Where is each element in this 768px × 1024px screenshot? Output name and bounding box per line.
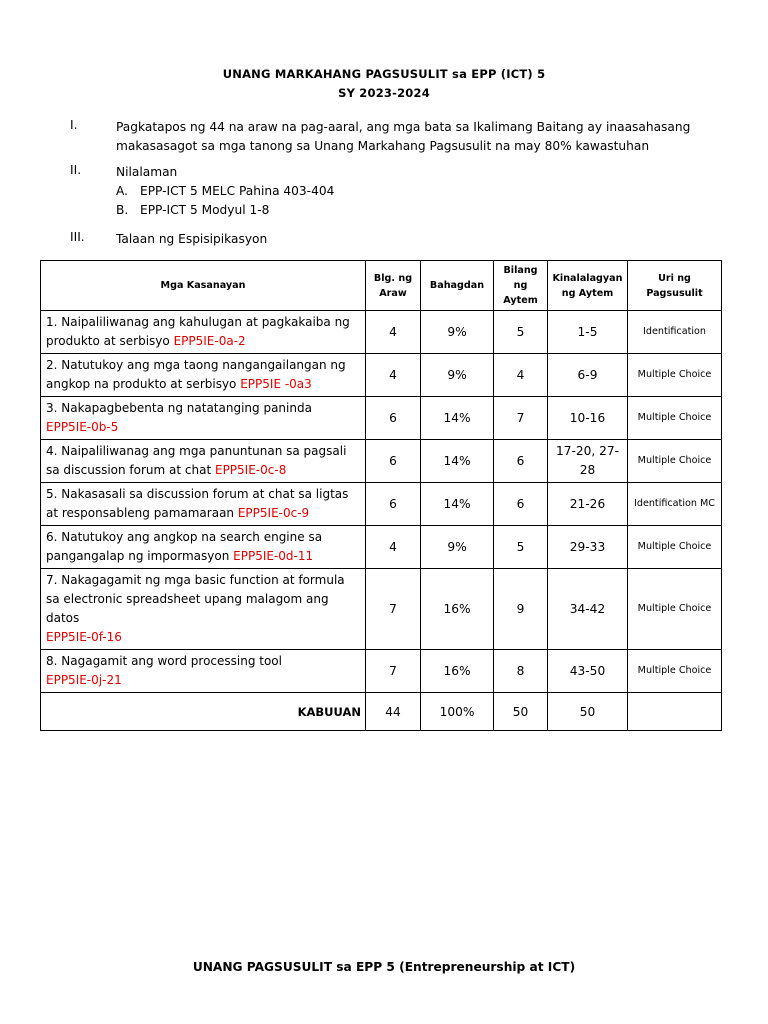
school-year: SY 2023-2024 bbox=[338, 86, 430, 100]
type-cell: Multiple Choice bbox=[628, 440, 722, 483]
items-cell: 7 bbox=[494, 397, 548, 440]
total-days: 44 bbox=[366, 693, 421, 731]
days-cell: 6 bbox=[366, 440, 421, 483]
table-row bbox=[41, 311, 722, 354]
item-text: EPP-ICT 5 MELC Pahina 403-404 bbox=[140, 184, 335, 198]
total-percent: 100% bbox=[421, 693, 494, 731]
table-row bbox=[41, 397, 722, 440]
competency-cell: 5. Nakasasali sa discussion forum at chat sa ligtas at responsableng pamamaraan EPP5IE-0c-9 bbox=[41, 483, 366, 526]
table-row bbox=[41, 569, 722, 650]
section-number: I. bbox=[70, 118, 78, 132]
percent-cell: 9% bbox=[421, 354, 494, 397]
item-letter: B. bbox=[116, 203, 129, 217]
table-row bbox=[41, 440, 722, 483]
items-cell: 8 bbox=[494, 650, 548, 693]
placement-cell: 1-5 bbox=[548, 311, 628, 354]
items-cell: 9 bbox=[494, 569, 548, 650]
placement-cell: 21-26 bbox=[548, 483, 628, 526]
items-cell: 5 bbox=[494, 311, 548, 354]
competency-code: EPP5IE-0f-16 bbox=[46, 630, 122, 644]
competency-code: EPP5IE-0a-2 bbox=[173, 334, 246, 348]
placement-cell: 17-20, 27-28 bbox=[548, 440, 628, 483]
placement-cell: 10-16 bbox=[548, 397, 628, 440]
competency-cell: 2. Natutukoy ang mga taong nangangailangan ng angkop na produkto at serbisyo EPP5IE -0a3 bbox=[41, 354, 366, 397]
total-row bbox=[41, 693, 722, 731]
table-header-row bbox=[41, 261, 722, 311]
specification-table bbox=[40, 260, 722, 731]
days-cell: 7 bbox=[366, 650, 421, 693]
table-row bbox=[41, 483, 722, 526]
table-row bbox=[41, 526, 722, 569]
percent-cell: 14% bbox=[421, 397, 494, 440]
document-title: UNANG MARKAHANG PAGSUSULIT sa EPP (ICT) 5 bbox=[222, 67, 546, 81]
header-items: Bilang ng Aytem bbox=[494, 261, 548, 311]
type-cell: Multiple Choice bbox=[628, 526, 722, 569]
total-label: KABUUAN bbox=[41, 693, 366, 731]
competency-code: EPP5IE-0c-8 bbox=[214, 463, 287, 477]
items-cell: 5 bbox=[494, 526, 548, 569]
days-cell: 4 bbox=[366, 354, 421, 397]
percent-cell: 9% bbox=[421, 526, 494, 569]
type-cell: Identification bbox=[628, 311, 722, 354]
competency-cell: 3. Nakapagbebenta ng natatanging paninda EPP5IE-0b-5 bbox=[41, 397, 366, 440]
items-cell: 4 bbox=[494, 354, 548, 397]
competency-code: EPP5IE-0j-21 bbox=[46, 673, 122, 687]
objective-text: Pagkatapos ng 44 na araw na pag-aaral, ang mga bata sa Ikalimang Baitang ay inaasahasang makasasagot sa mga tanong sa Unang Markahang Pagsusulit na may 80% kawastuhan bbox=[116, 120, 691, 153]
competency-code: EPP5IE-0b-5 bbox=[46, 420, 119, 434]
table-heading-label: Talaan ng Espisipikasyon bbox=[116, 232, 268, 246]
content-item bbox=[116, 201, 706, 220]
placement-cell: 34-42 bbox=[548, 569, 628, 650]
header-competency: Mga Kasanayan bbox=[41, 261, 366, 311]
total-items: 50 bbox=[494, 693, 548, 731]
item-letter: A. bbox=[116, 184, 128, 198]
header-days: Blg. ng Araw bbox=[366, 261, 421, 311]
competency-cell: 6. Natutukoy ang angkop na search engine sa pangangalap ng impormasyon EPP5IE-0d-11 bbox=[41, 526, 366, 569]
competency-cell: 4. Naipaliliwanag ang mga panuntunan sa pagsali sa discussion forum at chat EPP5IE-0c-8 bbox=[41, 440, 366, 483]
header-placement: Kinalalagyan ng Aytem bbox=[548, 261, 628, 311]
table-row bbox=[41, 650, 722, 693]
type-cell: Identification MC bbox=[628, 483, 722, 526]
days-cell: 7 bbox=[366, 569, 421, 650]
item-text: EPP-ICT 5 Modyul 1-8 bbox=[140, 203, 270, 217]
type-cell: Multiple Choice bbox=[628, 650, 722, 693]
percent-cell: 14% bbox=[421, 483, 494, 526]
type-cell: Multiple Choice bbox=[628, 354, 722, 397]
placement-cell: 29-33 bbox=[548, 526, 628, 569]
days-cell: 4 bbox=[366, 526, 421, 569]
content-item bbox=[116, 182, 706, 201]
competency-code: EPP5IE-0c-9 bbox=[237, 506, 310, 520]
type-cell: Multiple Choice bbox=[628, 397, 722, 440]
header-percent: Bahagdan bbox=[421, 261, 494, 311]
percent-cell: 16% bbox=[421, 569, 494, 650]
placement-cell: 6-9 bbox=[548, 354, 628, 397]
type-cell: Multiple Choice bbox=[628, 569, 722, 650]
placement-cell: 43-50 bbox=[548, 650, 628, 693]
percent-cell: 16% bbox=[421, 650, 494, 693]
percent-cell: 14% bbox=[421, 440, 494, 483]
days-cell: 6 bbox=[366, 397, 421, 440]
competency-cell: 8. Nagagamit ang word processing tool EPP5IE-0j-21 bbox=[41, 650, 366, 693]
days-cell: 6 bbox=[366, 483, 421, 526]
items-cell: 6 bbox=[494, 440, 548, 483]
days-cell: 4 bbox=[366, 311, 421, 354]
total-placement: 50 bbox=[548, 693, 628, 731]
competency-code: EPP5IE -0a3 bbox=[240, 377, 312, 391]
section-number: III. bbox=[70, 230, 85, 244]
competency-code: EPP5IE-0d-11 bbox=[233, 549, 314, 563]
table-row bbox=[41, 354, 722, 397]
next-page-title: UNANG PAGSUSULIT sa EPP 5 (Entrepreneurship at ICT) bbox=[192, 960, 576, 974]
items-cell: 6 bbox=[494, 483, 548, 526]
competency-cell: 1. Naipaliliwanag ang kahulugan at pagkakaiba ng produkto at serbisyo EPP5IE-0a-2 bbox=[41, 311, 366, 354]
header-type: Uri ng Pagsusulit bbox=[628, 261, 722, 311]
content-label: Nilalaman bbox=[116, 165, 178, 179]
total-type bbox=[628, 693, 722, 731]
competency-cell: 7. Nakagagamit ng mga basic function at formula sa electronic spreadsheet upang malagom ang datos EPP5IE-0f-16 bbox=[41, 569, 366, 650]
section-number: II. bbox=[70, 163, 82, 177]
percent-cell: 9% bbox=[421, 311, 494, 354]
